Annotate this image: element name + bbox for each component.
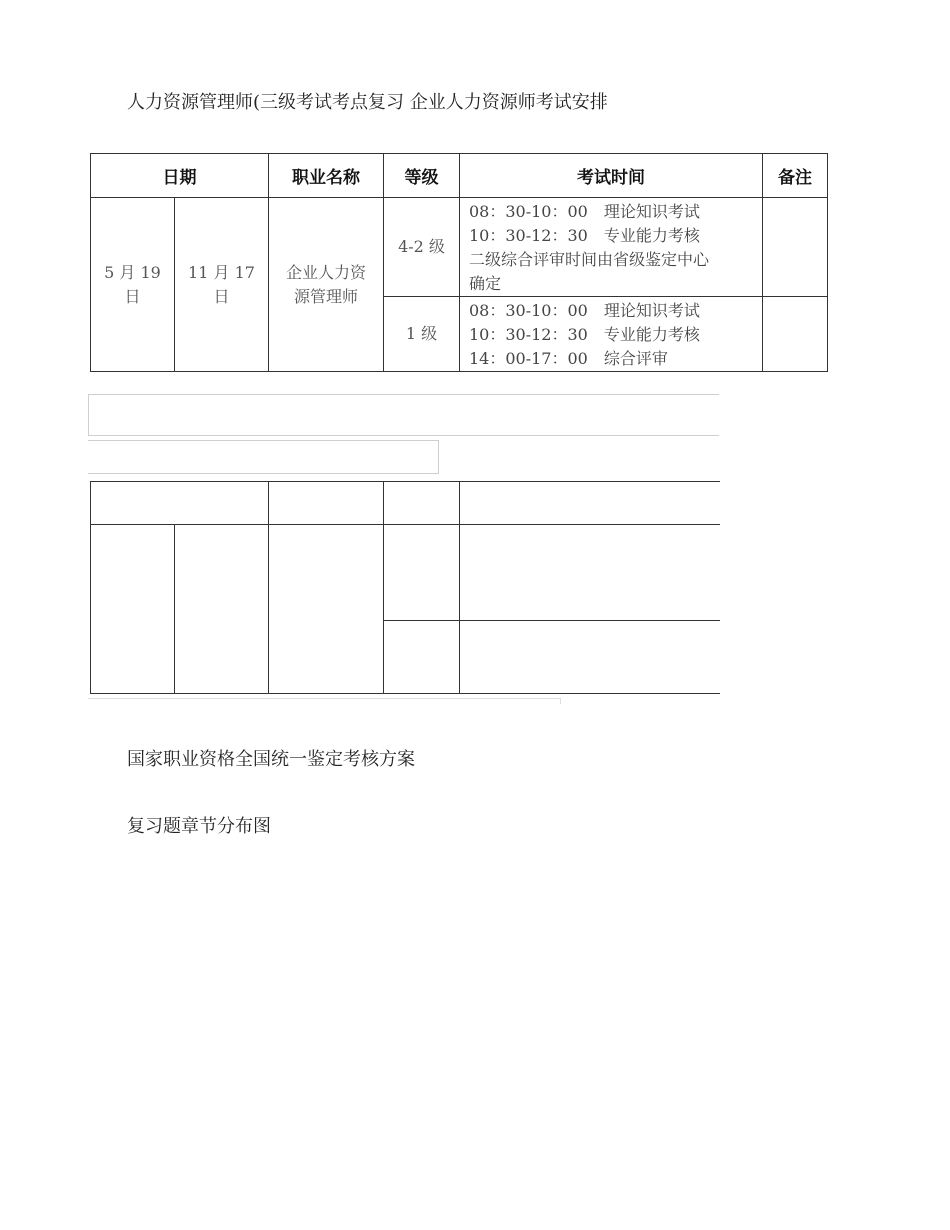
header-time: 考试时间 [460,154,763,198]
grid-line [459,482,460,693]
empty-table-grid [90,481,720,694]
note-cell [763,297,828,372]
header-job: 职业名称 [269,154,384,198]
time-line: 08：30-10：00 理论知识考试 [469,301,700,320]
note-cell [763,198,828,297]
header-date: 日期 [91,154,269,198]
job-name: 企业人力资源管理师 [269,198,384,372]
exam-schedule-table [90,153,828,372]
exam-times-cell [460,198,763,297]
level-cell: 4-2 级 [384,198,460,297]
grid-line [174,524,175,693]
grid-line [268,482,269,693]
time-line: 确定 [469,274,502,293]
date-nov: 11 月 17 日 [175,198,269,372]
table-header-row [91,154,828,198]
level-cell: 1 级 [384,297,460,372]
grid-line [383,482,384,693]
divider [88,698,561,699]
time-line: 10：30-12：30 专业能力考核 [469,325,700,344]
grid-line [91,524,720,525]
placeholder-box [88,394,719,436]
section-heading: 复习题章节分布图 [127,816,271,837]
header-note: 备注 [763,154,828,198]
time-line: 二级综合评审时间由省级鉴定中心 [469,250,710,269]
table-row [91,198,828,297]
date-may: 5 月 19 日 [91,198,175,372]
header-level: 等级 [384,154,460,198]
divider [560,698,561,704]
section-heading: 国家职业资格全国统一鉴定考核方案 [127,749,415,770]
time-line: 14：00-17：00 综合评审 [469,349,668,368]
placeholder-box [88,440,439,474]
document-title: 人力资源管理师(三级考试考点复习 企业人力资源师考试安排 [127,92,608,113]
time-line: 10：30-12：30 专业能力考核 [469,226,700,245]
grid-line [384,620,720,621]
exam-times-cell [460,297,763,372]
time-line: 08：30-10：00 理论知识考试 [469,202,700,221]
